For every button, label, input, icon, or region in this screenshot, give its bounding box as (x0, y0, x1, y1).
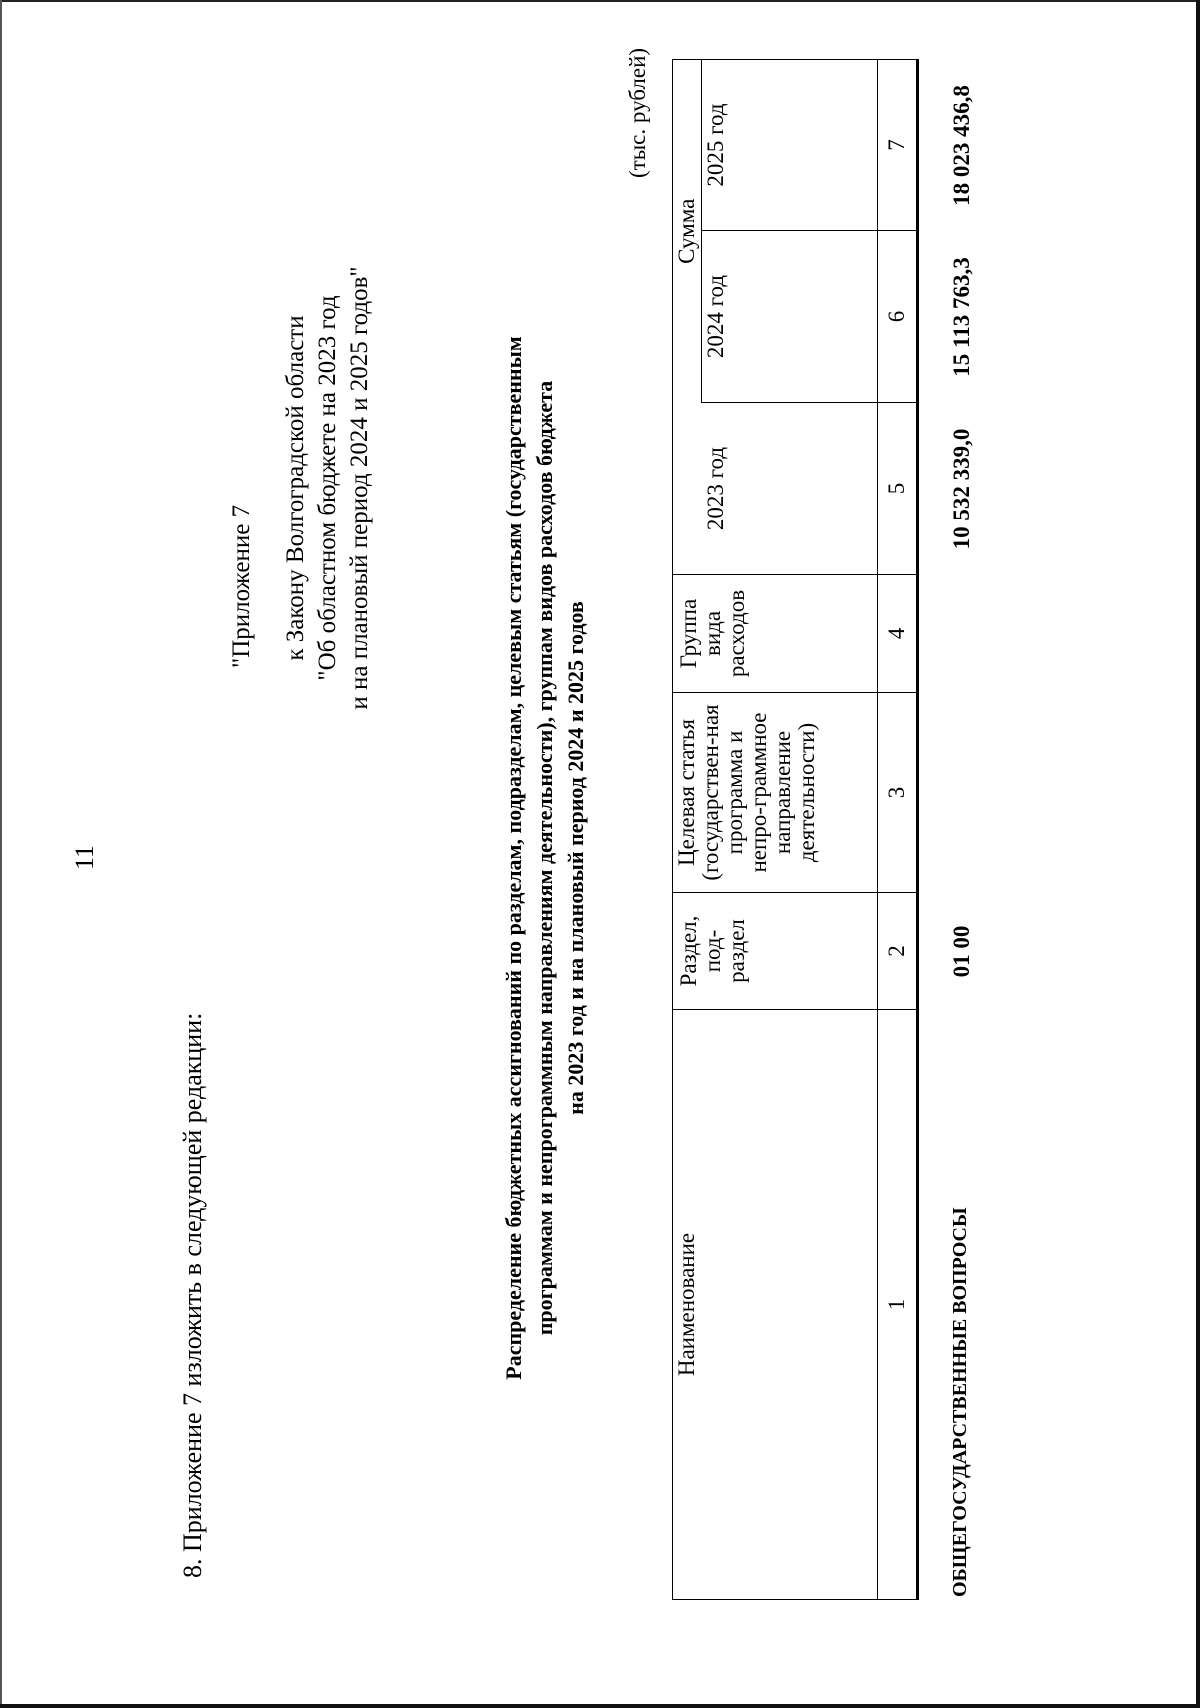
column-number: 4 (878, 575, 918, 693)
header-target: Целевая статья (государствен-ная программа и непро-граммное направление деятельности) (673, 693, 878, 893)
appendix-heading: "Приложение 7 (228, 504, 255, 668)
table-row (948, 60, 976, 1600)
row-sum-2023: 10 532 339,0 (949, 428, 974, 550)
appendix-basis-line: к Закону Волгоградской области (282, 315, 309, 661)
appendix-basis-line: "Об областном бюджете на 2023 год (314, 295, 341, 681)
title-line: на 2023 год и на плановый период 2024 и 2025 годов (563, 601, 588, 1115)
unit-label: (тыс. рублей) (625, 47, 650, 178)
header-name: Наименование (673, 1010, 878, 1600)
budget-table-header (672, 59, 919, 1600)
header-section: Раздел, под-раздел (673, 893, 878, 1010)
row-sum-2024: 15 113 763,3 (949, 257, 974, 377)
header-year-2023: 2023 год (702, 403, 878, 575)
header-group: Группа вида расходов (673, 575, 878, 693)
column-number: 1 (878, 1010, 918, 1600)
appendix-basis-line: и на плановый период 2024 и 2025 годов" (346, 266, 373, 710)
column-number: 6 (878, 231, 918, 403)
column-number: 3 (878, 693, 918, 893)
document-title (498, 128, 591, 1588)
header-blank (673, 403, 702, 575)
column-number: 2 (878, 893, 918, 1010)
appendix-basis (280, 28, 376, 948)
row-sum-2025: 18 023 436,8 (949, 85, 974, 206)
header-year-2024: 2024 год (702, 231, 878, 403)
intro-text: 8. Приложение 7 изложить в следующей редакции: (178, 1012, 207, 1578)
column-number: 7 (878, 59, 918, 230)
header-year-2025: 2025 год (702, 59, 878, 230)
budget-table-body (948, 60, 976, 1600)
row-group (948, 575, 976, 693)
page-number: 11 (70, 844, 99, 870)
title-line: Распределение бюджетных ассигнований по разделам, подразделам, целевым статьям (государственным (501, 336, 526, 1380)
row-target (948, 693, 976, 893)
header-sum: Сумма (673, 59, 702, 402)
title-line: программам и непрограммным направлениям деятельности), группам видов расходов бюджета (532, 380, 557, 1336)
row-section: 01 00 (949, 925, 974, 978)
row-name: ОБЩЕГОСУДАРСТВЕННЫЕ ВОПРОСЫ (949, 1207, 971, 1597)
column-number: 5 (878, 403, 918, 575)
